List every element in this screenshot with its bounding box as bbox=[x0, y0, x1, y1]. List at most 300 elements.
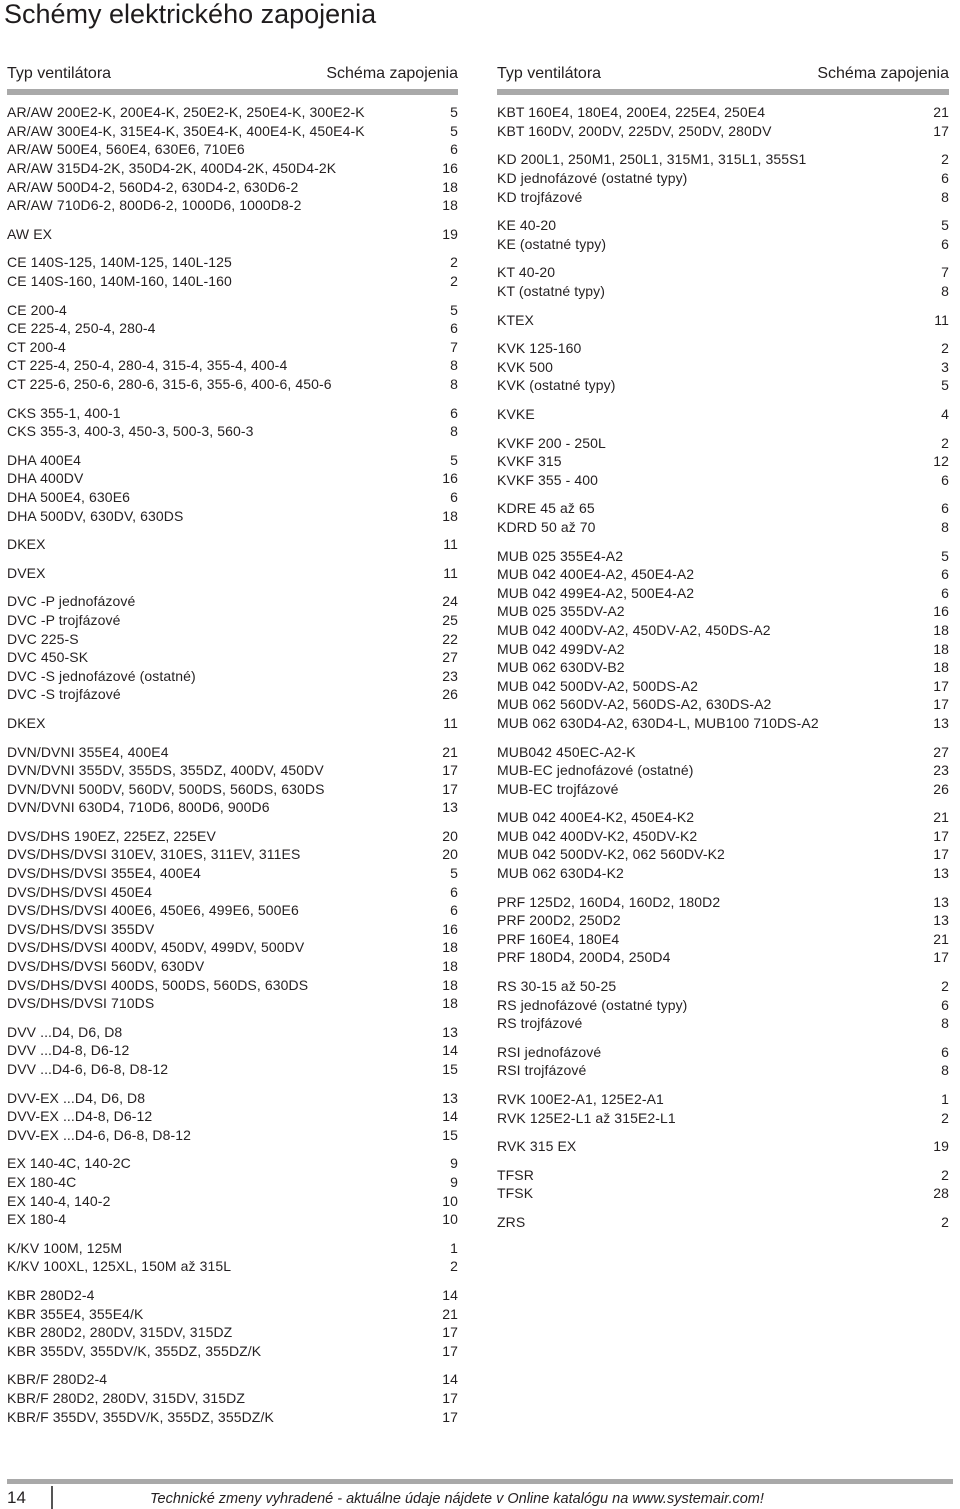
scheme-number: 17 bbox=[442, 1324, 458, 1341]
list-item bbox=[497, 948, 949, 967]
list-item bbox=[7, 1210, 458, 1229]
fan-type: KE 40-20 bbox=[497, 217, 557, 234]
scheme-number: 6 bbox=[450, 883, 458, 900]
fan-group bbox=[7, 451, 458, 525]
fan-type: DVC 225-S bbox=[7, 630, 79, 647]
scheme-number: 8 bbox=[941, 518, 949, 535]
scheme-number: 21 bbox=[442, 743, 458, 760]
list-item bbox=[497, 742, 949, 761]
scheme-number: 5 bbox=[450, 865, 458, 882]
list-item bbox=[497, 376, 949, 395]
footer-note: Technické zmeny vyhradené - aktuálne údaje nájdete v Online katalógu na www.systemair.com! bbox=[150, 1491, 764, 1507]
fan-type: DVV ...D4-6, D6-8, D8-12 bbox=[7, 1061, 169, 1078]
list-item bbox=[497, 499, 949, 518]
scheme-number: 28 bbox=[933, 1185, 949, 1202]
scheme-number: 8 bbox=[450, 357, 458, 374]
header-type-label: Typ ventilátora bbox=[497, 65, 602, 82]
fan-type: DVC -P jednofázové bbox=[7, 593, 136, 610]
scheme-number: 6 bbox=[450, 320, 458, 337]
fan-type: CE 140S-125, 140M-125, 140L-125 bbox=[7, 254, 232, 271]
scheme-number: 14 bbox=[442, 1286, 458, 1303]
list-item bbox=[7, 159, 458, 178]
list-item bbox=[497, 621, 949, 640]
scheme-number: 8 bbox=[450, 423, 458, 440]
list-item bbox=[7, 451, 458, 470]
list-item bbox=[7, 779, 458, 798]
fan-type: TFSR bbox=[497, 1166, 534, 1183]
list-item bbox=[497, 930, 949, 949]
list-item bbox=[7, 469, 458, 488]
fan-type: MUB042 450EC-A2-K bbox=[497, 743, 636, 760]
fan-type: DVC -S trojfázové bbox=[7, 686, 121, 703]
fan-group bbox=[7, 714, 458, 733]
scheme-number: 6 bbox=[941, 1043, 949, 1060]
list-item bbox=[497, 310, 949, 329]
scheme-number: 13 bbox=[442, 1023, 458, 1040]
list-item bbox=[7, 864, 458, 883]
fan-type: MUB 025 355DV-A2 bbox=[497, 603, 625, 620]
fan-group bbox=[7, 253, 458, 290]
list-item bbox=[497, 1213, 949, 1232]
fan-type: CKS 355-1, 400-1 bbox=[7, 404, 121, 421]
scheme-number: 5 bbox=[450, 122, 458, 139]
scheme-number: 2 bbox=[941, 434, 949, 451]
list-item bbox=[7, 611, 458, 630]
fan-type: DVC -S jednofázové (ostatné) bbox=[7, 667, 196, 684]
fan-type: KD trojfázové bbox=[497, 188, 583, 205]
scheme-number: 18 bbox=[442, 939, 458, 956]
fan-group bbox=[7, 1154, 458, 1228]
scheme-number: 14 bbox=[442, 1108, 458, 1125]
scheme-number: 17 bbox=[933, 949, 949, 966]
list-item bbox=[497, 864, 949, 883]
scheme-number: 8 bbox=[941, 283, 949, 300]
scheme-number: 14 bbox=[442, 1371, 458, 1388]
list-item bbox=[7, 1407, 458, 1426]
fan-type: DVN/DVNI 355DV, 355DS, 355DZ, 400DV, 450DV bbox=[7, 762, 324, 779]
fan-type: AR/AW 710D6-2, 800D6-2, 1000D6, 1000D8-2 bbox=[7, 197, 302, 214]
list-item bbox=[7, 714, 458, 733]
header-divider bbox=[7, 89, 458, 95]
fan-type: AR/AW 300E4-K, 315E4-K, 350E4-K, 400E4-K, 450E4-K bbox=[7, 122, 365, 139]
scheme-number: 6 bbox=[941, 471, 949, 488]
scheme-number: 6 bbox=[450, 141, 458, 158]
list-item bbox=[497, 235, 949, 254]
scheme-number: 16 bbox=[442, 920, 458, 937]
scheme-number: 6 bbox=[941, 235, 949, 252]
fan-group bbox=[497, 499, 949, 536]
list-item bbox=[7, 1304, 458, 1323]
fan-type: DKEX bbox=[7, 536, 46, 553]
scheme-number: 21 bbox=[933, 809, 949, 826]
scheme-number: 1 bbox=[941, 1091, 949, 1108]
list-item bbox=[7, 1191, 458, 1210]
fan-type: MUB 042 500DV-A2, 500DS-A2 bbox=[497, 677, 699, 694]
fan-type: DVS/DHS/DVSI 355E4, 400E4 bbox=[7, 865, 201, 882]
fan-type: DVV-EX ...D4-6, D6-8, D8-12 bbox=[7, 1126, 191, 1143]
scheme-number: 18 bbox=[442, 197, 458, 214]
scheme-number: 6 bbox=[941, 566, 949, 583]
scheme-number: 21 bbox=[442, 1305, 458, 1322]
scheme-number: 11 bbox=[443, 564, 458, 581]
fan-type: DHA 500DV, 630DV, 630DS bbox=[7, 507, 184, 524]
list-item bbox=[497, 583, 949, 602]
list-item bbox=[7, 300, 458, 319]
fan-group bbox=[497, 1213, 949, 1232]
fan-group bbox=[497, 339, 949, 395]
fan-type: KBR 280D2, 280DV, 315DV, 315DZ bbox=[7, 1324, 233, 1341]
list-item bbox=[7, 1060, 458, 1079]
scheme-number: 8 bbox=[450, 376, 458, 393]
list-item bbox=[7, 685, 458, 704]
scheme-number: 2 bbox=[941, 1109, 949, 1126]
scheme-number: 17 bbox=[442, 1342, 458, 1359]
list-item bbox=[7, 1286, 458, 1305]
scheme-number: 6 bbox=[941, 584, 949, 601]
list-item bbox=[7, 920, 458, 939]
fan-type: KBR 280D2-4 bbox=[7, 1286, 95, 1303]
fan-type: PRF 160E4, 180E4 bbox=[497, 930, 620, 947]
list-item bbox=[7, 140, 458, 159]
fan-type: KVKF 355 - 400 bbox=[497, 471, 599, 488]
list-item bbox=[497, 639, 949, 658]
scheme-number: 5 bbox=[941, 217, 949, 234]
list-item bbox=[7, 827, 458, 846]
scheme-number: 18 bbox=[442, 178, 458, 195]
list-item bbox=[497, 892, 949, 911]
fan-type: DKEX bbox=[7, 714, 46, 731]
fan-type: KVKF 315 bbox=[497, 453, 562, 470]
scheme-number: 17 bbox=[933, 696, 949, 713]
scheme-number: 18 bbox=[442, 976, 458, 993]
scheme-number: 14 bbox=[442, 1042, 458, 1059]
scheme-number: 13 bbox=[933, 865, 949, 882]
list-item bbox=[497, 565, 949, 584]
fan-group bbox=[497, 216, 949, 253]
list-item bbox=[7, 1257, 458, 1276]
column-header bbox=[7, 62, 458, 86]
scheme-number: 23 bbox=[442, 667, 458, 684]
scheme-number: 25 bbox=[442, 611, 458, 628]
fan-group bbox=[7, 300, 458, 393]
fan-type: DVN/DVNI 630D4, 710D6, 800D6, 900D6 bbox=[7, 799, 270, 816]
scheme-number: 8 bbox=[941, 188, 949, 205]
fan-type: KBT 160E4, 180E4, 200E4, 225E4, 250E4 bbox=[497, 104, 766, 121]
scheme-number: 11 bbox=[934, 311, 949, 328]
list-item bbox=[7, 1126, 458, 1145]
scheme-number: 1 bbox=[450, 1239, 458, 1256]
fan-group bbox=[497, 742, 949, 798]
scheme-number: 13 bbox=[442, 1089, 458, 1106]
scheme-number: 17 bbox=[933, 846, 949, 863]
fan-type: EX 180-4 bbox=[7, 1211, 67, 1228]
scheme-number: 18 bbox=[933, 640, 949, 657]
fan-type: AR/AW 500E4, 560E4, 630E6, 710E6 bbox=[7, 141, 245, 158]
fan-group bbox=[7, 225, 458, 244]
fan-type: RSI jednofázové bbox=[497, 1043, 602, 1060]
list-item bbox=[7, 1238, 458, 1257]
list-item bbox=[7, 975, 458, 994]
list-item bbox=[7, 1323, 458, 1342]
fan-type: RVK 125E2-L1 až 315E2-L1 bbox=[497, 1109, 676, 1126]
list-item bbox=[497, 282, 949, 301]
scheme-number: 23 bbox=[933, 762, 949, 779]
scheme-number: 18 bbox=[442, 507, 458, 524]
fan-type: KD jednofázové (ostatné typy) bbox=[497, 170, 688, 187]
list-item bbox=[497, 911, 949, 930]
fan-type: MUB-EC jednofázové (ostatné) bbox=[497, 762, 694, 779]
fan-type: DHA 400DV bbox=[7, 470, 84, 487]
fan-type: DVS/DHS/DVSI 710DS bbox=[7, 995, 155, 1012]
fan-type: RS 30-15 až 50-25 bbox=[497, 978, 617, 995]
list-item bbox=[7, 338, 458, 357]
scheme-number: 6 bbox=[450, 404, 458, 421]
list-item bbox=[497, 714, 949, 733]
scheme-number: 6 bbox=[450, 902, 458, 919]
list-item bbox=[7, 648, 458, 667]
list-item bbox=[497, 1061, 949, 1080]
list-item bbox=[497, 405, 949, 424]
list-item bbox=[7, 592, 458, 611]
scheme-number: 19 bbox=[442, 225, 458, 242]
list-item bbox=[497, 358, 949, 377]
fan-type: DVV ...D4-8, D6-12 bbox=[7, 1042, 130, 1059]
scheme-number: 8 bbox=[941, 1015, 949, 1032]
list-item bbox=[497, 452, 949, 471]
list-item bbox=[497, 845, 949, 864]
fan-type: KBR 355E4, 355E4/K bbox=[7, 1305, 144, 1322]
fan-type: K/KV 100XL, 125XL, 150M až 315L bbox=[7, 1258, 232, 1275]
list-item bbox=[497, 1108, 949, 1127]
scheme-number: 2 bbox=[941, 340, 949, 357]
fan-type: MUB 042 400DV-K2, 450DV-K2 bbox=[497, 827, 698, 844]
fan-type: EX 140-4C, 140-2C bbox=[7, 1155, 131, 1172]
fan-type: KDRD 50 až 70 bbox=[497, 518, 596, 535]
list-item bbox=[497, 471, 949, 490]
header-scheme-label: Schéma zapojenia bbox=[326, 65, 458, 82]
fan-type: CT 225-6, 250-6, 280-6, 315-6, 355-6, 400-6, 450-6 bbox=[7, 376, 332, 393]
list-item bbox=[7, 798, 458, 817]
scheme-number: 6 bbox=[941, 170, 949, 187]
list-item bbox=[497, 103, 949, 122]
list-item bbox=[497, 602, 949, 621]
list-item bbox=[497, 808, 949, 827]
list-item bbox=[497, 1090, 949, 1109]
fan-type: MUB-EC trojfázové bbox=[497, 780, 619, 797]
fan-group bbox=[497, 1043, 949, 1080]
scheme-number: 17 bbox=[442, 762, 458, 779]
scheme-number: 21 bbox=[933, 930, 949, 947]
fan-type: DHA 500E4, 630E6 bbox=[7, 488, 131, 505]
scheme-number: 19 bbox=[933, 1138, 949, 1155]
list-item bbox=[7, 319, 458, 338]
list-item bbox=[7, 563, 458, 582]
list-item bbox=[7, 272, 458, 291]
fan-type: KVKF 200 - 250L bbox=[497, 434, 606, 451]
fan-type: DVC 450-SK bbox=[7, 649, 89, 666]
scheme-number: 18 bbox=[442, 995, 458, 1012]
scheme-number: 13 bbox=[442, 799, 458, 816]
fan-type: RSI trojfázové bbox=[497, 1062, 587, 1079]
list-item bbox=[497, 761, 949, 780]
scheme-number: 2 bbox=[941, 978, 949, 995]
fan-group bbox=[497, 1166, 949, 1203]
fan-type: PRF 180D4, 200D4, 250D4 bbox=[497, 949, 671, 966]
fan-type: DVS/DHS/DVSI 400DS, 500DS, 560DS, 630DS bbox=[7, 976, 309, 993]
page-number-divider bbox=[51, 1486, 53, 1509]
scheme-number: 2 bbox=[941, 1166, 949, 1183]
fan-type: KVK 125-160 bbox=[497, 340, 582, 357]
fan-type: RVK 315 EX bbox=[497, 1138, 577, 1155]
fan-type: KDRE 45 až 65 bbox=[497, 500, 595, 517]
page-number: 14 bbox=[7, 1488, 26, 1507]
scheme-number: 17 bbox=[933, 827, 949, 844]
scheme-number: 12 bbox=[933, 453, 949, 470]
fan-group bbox=[497, 892, 949, 966]
header-type-label: Typ ventilátora bbox=[7, 65, 112, 82]
fan-type: CE 225-4, 250-4, 280-4 bbox=[7, 320, 156, 337]
list-item bbox=[497, 1014, 949, 1033]
list-item bbox=[497, 433, 949, 452]
right-column bbox=[497, 62, 949, 1241]
scheme-number: 9 bbox=[450, 1155, 458, 1172]
fan-type: MUB 025 355E4-A2 bbox=[497, 547, 624, 564]
scheme-number: 13 bbox=[933, 714, 949, 731]
scheme-number: 8 bbox=[941, 1062, 949, 1079]
list-item bbox=[7, 1341, 458, 1360]
fan-type: KD 200L1, 250M1, 250L1, 315M1, 315L1, 355S1 bbox=[497, 151, 807, 168]
fan-type: DVS/DHS/DVSI 355DV bbox=[7, 920, 155, 937]
fan-type: PRF 200D2, 250D2 bbox=[497, 912, 621, 929]
scheme-number: 17 bbox=[933, 122, 949, 139]
fan-type: TFSK bbox=[497, 1185, 534, 1202]
list-item bbox=[7, 901, 458, 920]
fan-type: AW EX bbox=[7, 225, 53, 242]
list-item bbox=[7, 666, 458, 685]
fan-type: KTEX bbox=[497, 311, 534, 328]
list-item bbox=[7, 1088, 458, 1107]
list-item bbox=[497, 150, 949, 169]
scheme-number: 26 bbox=[933, 780, 949, 797]
scheme-number: 2 bbox=[450, 1258, 458, 1275]
scheme-number: 9 bbox=[450, 1173, 458, 1190]
scheme-number: 18 bbox=[442, 958, 458, 975]
fan-type: DVS/DHS/DVSI 310EV, 310ES, 311EV, 311ES bbox=[7, 846, 301, 863]
fan-type: KBR/F 280D2-4 bbox=[7, 1371, 108, 1388]
scheme-number: 10 bbox=[442, 1192, 458, 1209]
scheme-number: 13 bbox=[933, 893, 949, 910]
fan-type: MUB 042 499E4-A2, 500E4-A2 bbox=[497, 584, 695, 601]
list-item bbox=[7, 957, 458, 976]
list-item bbox=[7, 1041, 458, 1060]
fan-group bbox=[497, 150, 949, 206]
list-item bbox=[497, 779, 949, 798]
header-divider bbox=[497, 89, 949, 95]
list-item bbox=[497, 1166, 949, 1185]
list-item bbox=[7, 1370, 458, 1389]
list-item bbox=[7, 488, 458, 507]
fan-type: MUB 042 499DV-A2 bbox=[497, 640, 625, 657]
scheme-number: 4 bbox=[941, 406, 949, 423]
fan-type: KBR/F 280D2, 280DV, 315DV, 315DZ bbox=[7, 1389, 245, 1406]
list-item bbox=[497, 695, 949, 714]
fan-group bbox=[7, 1286, 458, 1360]
fan-group bbox=[7, 742, 458, 816]
footer-divider bbox=[7, 1479, 953, 1484]
scheme-number: 15 bbox=[442, 1061, 458, 1078]
list-item bbox=[497, 122, 949, 141]
fan-type: DVN/DVNI 500DV, 560DV, 500DS, 560DS, 630DS bbox=[7, 780, 325, 797]
fan-type: DVV-EX ...D4, D6, D8 bbox=[7, 1089, 146, 1106]
list-item bbox=[7, 177, 458, 196]
column-header bbox=[497, 62, 949, 86]
fan-type: MUB 042 400E4-A2, 450E4-A2 bbox=[497, 566, 695, 583]
list-item bbox=[497, 1043, 949, 1062]
fan-type: KE (ostatné typy) bbox=[497, 235, 607, 252]
scheme-number: 11 bbox=[443, 536, 458, 553]
list-item bbox=[7, 375, 458, 394]
fan-type: ZRS bbox=[497, 1213, 526, 1230]
scheme-number: 20 bbox=[442, 827, 458, 844]
scheme-number: 17 bbox=[442, 1389, 458, 1406]
scheme-number: 5 bbox=[450, 451, 458, 468]
fan-type: PRF 125D2, 160D4, 160D2, 180D2 bbox=[497, 893, 721, 910]
scheme-number: 6 bbox=[450, 488, 458, 505]
fan-type: DHA 400E4 bbox=[7, 451, 82, 468]
scheme-number: 2 bbox=[450, 273, 458, 290]
fan-type: MUB 042 400E4-K2, 450E4-K2 bbox=[497, 809, 695, 826]
scheme-number: 24 bbox=[442, 593, 458, 610]
fan-type: RVK 100E2-A1, 125E2-A1 bbox=[497, 1091, 664, 1108]
fan-type: DVS/DHS/DVSI 400DV, 450DV, 499DV, 500DV bbox=[7, 939, 305, 956]
fan-type: AR/AW 500D4-2, 560D4-2, 630D4-2, 630D6-2 bbox=[7, 178, 299, 195]
list-item bbox=[497, 187, 949, 206]
fan-type: KBR/F 355DV, 355DV/K, 355DZ, 355DZ/K bbox=[7, 1408, 274, 1425]
list-item bbox=[497, 263, 949, 282]
scheme-number: 5 bbox=[450, 104, 458, 121]
fan-type: CE 140S-160, 140M-160, 140L-160 bbox=[7, 273, 232, 290]
scheme-number: 16 bbox=[933, 603, 949, 620]
list-item bbox=[7, 253, 458, 272]
scheme-number: 21 bbox=[933, 104, 949, 121]
list-item bbox=[7, 761, 458, 780]
scheme-number: 5 bbox=[941, 547, 949, 564]
scheme-number: 7 bbox=[941, 264, 949, 281]
fan-type: RS jednofázové (ostatné typy) bbox=[497, 996, 688, 1013]
fan-type: CT 200-4 bbox=[7, 338, 66, 355]
fan-group bbox=[497, 808, 949, 882]
fan-list bbox=[7, 103, 458, 1426]
list-item bbox=[497, 977, 949, 996]
fan-type: KT (ostatné typy) bbox=[497, 283, 606, 300]
fan-type: RS trojfázové bbox=[497, 1015, 583, 1032]
scheme-number: 17 bbox=[442, 1408, 458, 1425]
scheme-number: 10 bbox=[442, 1211, 458, 1228]
list-item bbox=[497, 995, 949, 1014]
list-item bbox=[7, 845, 458, 864]
scheme-number: 20 bbox=[442, 846, 458, 863]
fan-type: EX 140-4, 140-2 bbox=[7, 1192, 111, 1209]
scheme-number: 6 bbox=[941, 996, 949, 1013]
fan-type: CE 200-4 bbox=[7, 301, 67, 318]
fan-group bbox=[497, 433, 949, 489]
fan-type: KBT 160DV, 200DV, 225DV, 250DV, 280DV bbox=[497, 122, 772, 139]
fan-list bbox=[497, 103, 949, 1231]
fan-group bbox=[497, 310, 949, 329]
scheme-number: 15 bbox=[442, 1126, 458, 1143]
list-item bbox=[7, 1023, 458, 1042]
list-item bbox=[7, 356, 458, 375]
